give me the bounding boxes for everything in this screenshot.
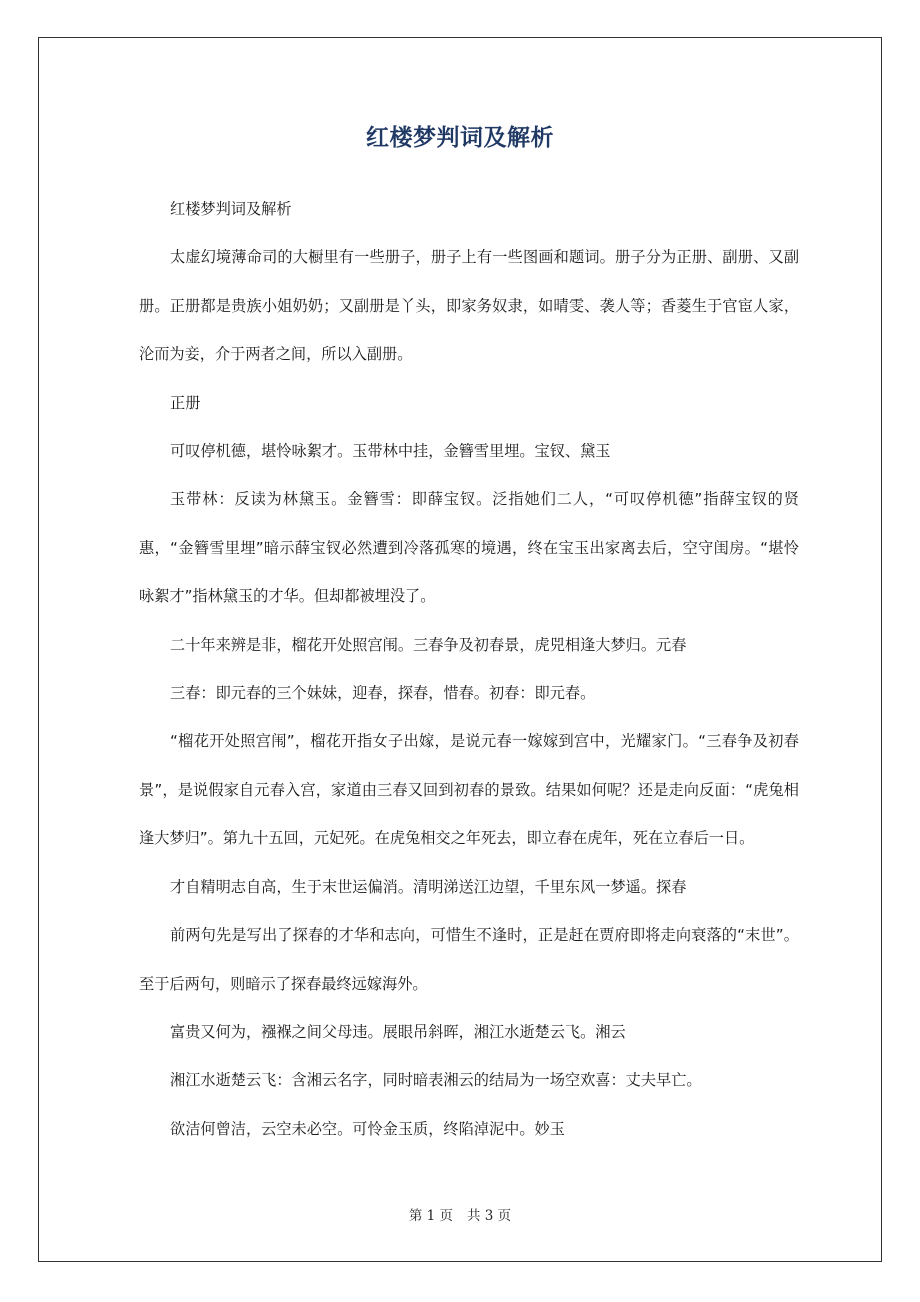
page-total: 共 3 页 <box>467 1208 512 1224</box>
paragraph-verse: 欲洁何曾洁，云空未必空。可怜金玉质，终陷淖泥中。妙玉 <box>170 1119 565 1138</box>
document-body <box>139 185 799 1153</box>
paragraph-analysis: “榴花开处照宫闱”，榴花开指女子出嫁，是说元春一嫁嫁到宫中，光耀家门。“三春争及初春景”，是说假家自元春入宫，家道由三春又回到初春的景致。结果如何呢？还是走向反面：“虎兔相逢大梦归”。第九十五回，元妃死。在虎兔相交之年死去，即立春在虎年，死在立春后一日。 <box>139 732 799 848</box>
paragraph-analysis: 玉带林：反读为林黛玉。金簪雪：即薛宝钗。泛指她们二人，“可叹停机德”指薛宝钗的贤惠，“金簪雪里埋”暗示薛宝钗必然遭到冷落孤寒的境遇，终在宝玉出家离去后，空守闺房。“堪怜咏絮才”指林黛玉的才华。但却都被埋没了。 <box>139 490 799 606</box>
paragraph-verse: 才自精明志自高，生于末世运偏消。清明涕送江边望，千里东风一梦遥。探春 <box>170 877 687 896</box>
paragraph-intro: 太虚幻境薄命司的大橱里有一些册子，册子上有一些图画和题词。册子分为正册、副册、又副册。正册都是贵族小姐奶奶；又副册是丫头，即家务奴隶，如晴雯、袭人等；香菱生于官宦人家，沦而为妾，介于两者之间，所以入副册。 <box>139 248 799 364</box>
document-title: 红楼梦判词及解析 <box>366 125 554 151</box>
page-number: 第 1 页 <box>408 1208 453 1224</box>
paragraph-analysis: 三春：即元春的三个妹妹，迎春，探春，惜春。初春：即元春。 <box>170 684 596 703</box>
paragraph-analysis: 前两句先是写出了探春的才华和志向，可惜生不逢时，正是赶在贾府即将走向衰落的“末世”。至于后两句，则暗示了探春最终远嫁海外。 <box>139 926 799 993</box>
paragraph-subtitle: 红楼梦判词及解析 <box>170 200 292 218</box>
paragraph-verse: 富贵又何为，襁褓之间父母违。展眼吊斜晖，湘江水逝楚云飞。湘云 <box>170 1022 626 1041</box>
paragraph-verse: 可叹停机德，堪怜咏絮才。玉带林中挂，金簪雪里埋。宝钗、黛玉 <box>170 442 611 461</box>
paragraph-verse: 二十年来辨是非，榴花开处照宫闱。三春争及初春景，虎兕相逢大梦归。元春 <box>170 635 687 654</box>
paragraph-analysis: 湘江水逝楚云飞：含湘云名字，同时暗表湘云的结局为一场空欢喜：丈夫早亡。 <box>170 1071 702 1090</box>
page-footer <box>0 1204 920 1228</box>
paragraph-section-heading: 正册 <box>170 393 201 412</box>
